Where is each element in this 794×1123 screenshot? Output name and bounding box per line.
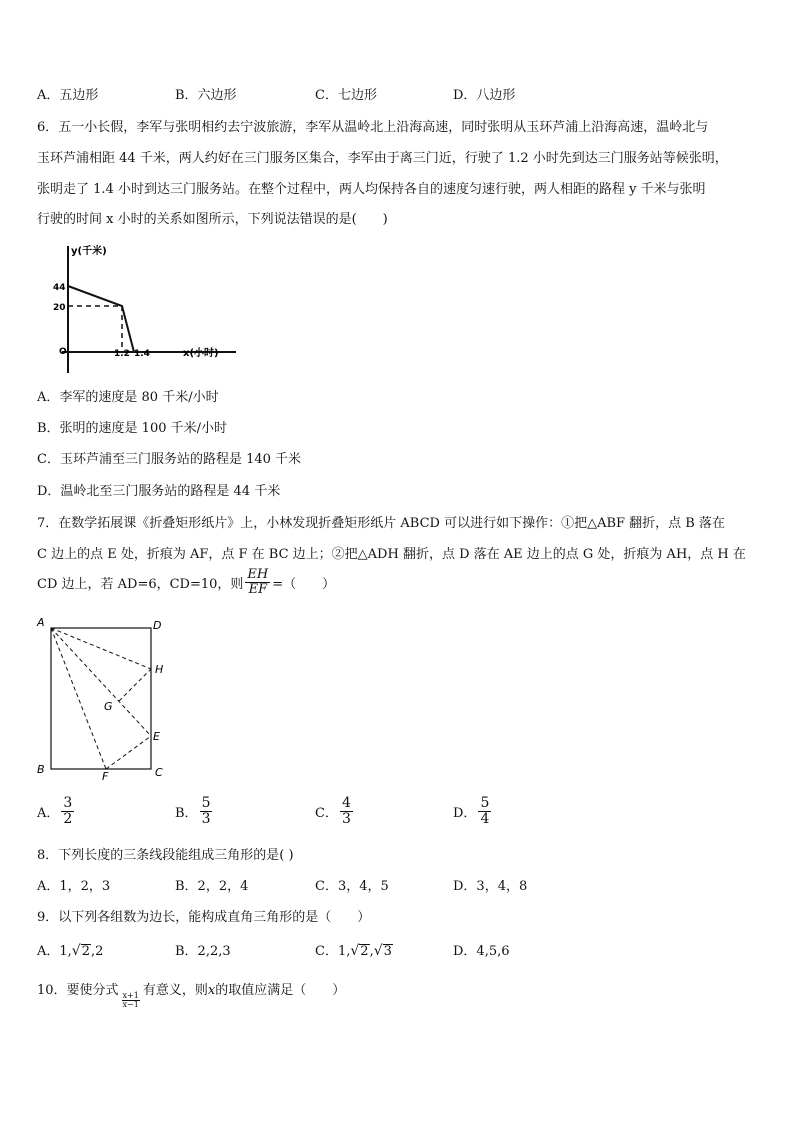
q7-ratio-numerator: EH xyxy=(247,567,269,582)
q9-option-c-label: C． xyxy=(315,944,338,959)
q7-option-a-label: A． xyxy=(37,805,60,821)
q9-option-c-radicand-2: 3 xyxy=(383,944,392,959)
label-c: C xyxy=(155,766,163,779)
q7-option-d-label: D． xyxy=(453,805,477,821)
segment-gh xyxy=(119,669,151,701)
label-d: D xyxy=(153,619,162,632)
y-axis-label: y(千米) xyxy=(71,246,107,257)
q6-stem-line4: 行驶的时间 x 小时的关系如图所示，下列说法错误的是( ) xyxy=(37,212,388,227)
q10-fraction-num: x+1 xyxy=(122,991,139,1000)
q10-stem-mid: 有意义，则 xyxy=(142,983,208,998)
q7-stem-line3 xyxy=(37,568,335,596)
fold-ah xyxy=(51,628,151,669)
q7-rectangle-figure xyxy=(34,612,174,782)
sqrt-symbol: √ xyxy=(71,943,81,959)
q7-option-c-fraction xyxy=(340,796,353,826)
q5-option-c: C．七边形 xyxy=(315,88,377,103)
q9-option-d: D．4,5,6 xyxy=(453,944,510,959)
q9-option-c-pre: 1, xyxy=(337,944,351,959)
q7-stem-line1: 7．在数学拓展课《折叠矩形纸片》上，小林发现折叠矩形纸片 ABCD 可以进行如下操作：①把△ABF 翻折，点 B 落在 xyxy=(37,516,725,531)
q5-option-d: D．八边形 xyxy=(453,88,516,103)
q9-option-c xyxy=(315,940,393,959)
q5-option-a: A．五边形 xyxy=(37,88,99,103)
segment-fe xyxy=(106,736,151,769)
q9-option-a-pre: 1, xyxy=(59,944,72,959)
label-a: A xyxy=(37,616,45,629)
q7-ratio-denominator: EF xyxy=(248,581,268,597)
distance-line xyxy=(68,286,134,352)
q7-option-a-fraction xyxy=(61,796,74,826)
q9-option-c-sep: , xyxy=(369,944,374,959)
q7-option-d-den: 4 xyxy=(480,810,490,827)
q7-option-c-label: C． xyxy=(315,805,338,821)
label-g: G xyxy=(104,700,113,713)
y-tick-20: 20 xyxy=(53,303,66,313)
q7-option-b-den: 3 xyxy=(201,810,211,827)
q6-option-d: D．温岭北至三门服务站的路程是 44 千米 xyxy=(37,484,281,499)
q10-fraction xyxy=(122,992,140,1009)
q9-option-a-label: A． xyxy=(37,944,60,959)
q10-stem xyxy=(37,979,346,1009)
x-tick-1-4: 1.4 xyxy=(134,349,150,359)
sqrt-symbol: √ xyxy=(373,943,383,959)
q8-option-c: C．3，4，5 xyxy=(315,879,389,894)
q7-stem-line2: C 边上的点 E 处，折痕为 AF，点 F 在 BC 边上；②把△ADH 翻折，点 D 落在 AE 边上的点 G 处，折痕为 AH，点 H 在 xyxy=(37,547,746,562)
q8-option-d: D．3，4，8 xyxy=(453,879,528,894)
label-f: F xyxy=(102,770,109,782)
q7-option-b xyxy=(175,796,214,826)
q9-option-a-post: ,2 xyxy=(91,944,104,959)
q8-option-a: A．1，2，3 xyxy=(37,879,111,894)
q7-option-d xyxy=(453,796,493,826)
x-axis-label: x(小时) xyxy=(183,348,219,359)
origin-label: O xyxy=(59,347,67,357)
q7-option-b-fraction xyxy=(200,796,213,826)
q9-option-a-radicand: 2 xyxy=(81,944,90,959)
q7-stem-line3-end: =（ ） xyxy=(272,576,336,592)
q6-distance-chart xyxy=(50,238,240,378)
q7-stem-line3-text: CD 边上，若 AD=6，CD=10，则 xyxy=(37,576,244,592)
q6-stem-line1: 6．五一小长假，李军与张明相约去宁波旅游，李军从温岭北上沿海高速，同时张明从玉环芦浦上沿海高速，温岭北与 xyxy=(37,120,709,135)
q7-ratio-fraction xyxy=(245,568,270,596)
q7-option-c-num: 4 xyxy=(341,795,351,811)
q7-option-d-num: 5 xyxy=(480,795,490,811)
label-e: E xyxy=(153,730,160,743)
label-h: H xyxy=(155,663,164,676)
q7-option-d-fraction xyxy=(478,796,491,826)
q9-option-c-radicand-1: 2 xyxy=(360,944,369,959)
fold-ae xyxy=(51,628,151,736)
label-b: B xyxy=(37,763,45,776)
q8-stem: 8．下列长度的三条线段能组成三角形的是( ) xyxy=(37,848,294,863)
q10-stem-pre: 10．要使分式 xyxy=(37,983,119,998)
q8-option-b: B．2，2，4 xyxy=(175,879,249,894)
q6-stem-line2: 玉环芦浦相距 44 千米，两人约好在三门服务区集合，李军由于离三门近，行驶了 1.2 小时先到达三门服务站等候张明， xyxy=(37,151,728,166)
q10-stem-post: 的取值应满足（ ） xyxy=(215,983,346,998)
q9-stem: 9．以下列各组数为边长，能构成直角三角形的是（ ） xyxy=(37,910,371,925)
q6-option-c: C．玉环芦浦至三门服务站的路程是 140 千米 xyxy=(37,452,302,467)
q5-option-b: B．六边形 xyxy=(175,88,237,103)
q7-option-b-label: B． xyxy=(175,805,198,821)
q6-stem-line3: 张明走了 1.4 小时到达三门服务站。在整个过程中，两人均保持各自的速度匀速行驶，两人相距的路程 y 千米与张明 xyxy=(37,182,706,197)
q10-fraction-den: x−1 xyxy=(122,1000,139,1009)
q7-option-b-num: 5 xyxy=(201,795,211,811)
q9-option-b: B．2,2,3 xyxy=(175,944,231,959)
sqrt-symbol: √ xyxy=(350,943,360,959)
q7-option-a-den: 2 xyxy=(63,810,73,827)
q7-option-a-num: 3 xyxy=(63,795,73,811)
q7-option-c xyxy=(315,796,355,826)
q6-option-a: A．李军的速度是 80 千米/小时 xyxy=(37,390,219,405)
rectangle-abcd xyxy=(51,628,151,769)
q7-option-a xyxy=(37,796,76,826)
q9-option-a xyxy=(37,940,103,959)
fold-af xyxy=(51,628,106,769)
y-tick-44: 44 xyxy=(53,283,66,293)
q10-variable: x xyxy=(207,983,216,998)
q6-option-b: B．张明的速度是 100 千米/小时 xyxy=(37,421,228,436)
x-tick-1-2: 1.2 xyxy=(114,349,130,359)
q7-option-c-den: 3 xyxy=(341,810,351,827)
